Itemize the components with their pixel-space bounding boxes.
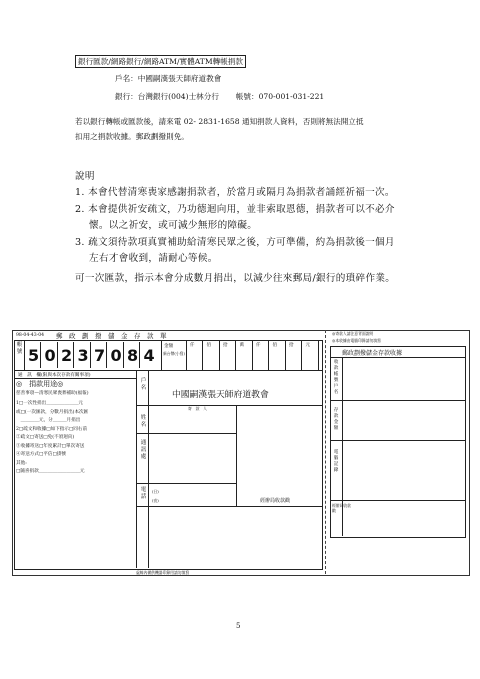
phone-night: (夜) — [152, 498, 159, 503]
donation-option: 2□疏文和收據□如下指示□同右前 — [16, 426, 88, 432]
donation-option: 或□(一次匯款，分數月捐出)本次匯 — [16, 409, 89, 415]
account-label: 帳號 — [16, 342, 23, 355]
bank-label: 銀行： — [115, 92, 138, 101]
explanation-item-2-line2: 懷。以之祈安，或可減少無形的障礙。 — [89, 220, 258, 231]
donation-option: □隨喜捐款＿＿＿＿＿＿＿＿＿元 — [16, 469, 85, 474]
name-label: 姓名 — [140, 415, 147, 428]
postal-deposit-form — [12, 330, 470, 576]
transfer-note-line2: 扣用之捐款收據。郵政劃撥則免。 — [75, 132, 189, 141]
amount-unit: 佰 — [272, 343, 278, 348]
donation-option: ＿＿＿＿元，分＿＿＿月捐出 — [16, 418, 81, 423]
account-no: 070-001-031-221 — [258, 92, 325, 101]
bank-row — [115, 91, 324, 102]
explanation-item-1: 1. 本會代替清寒喪家感謝捐款者，於當月或隔月為捐款者誦經祈福一次。 — [75, 187, 395, 198]
explanation-title: 說明 — [75, 171, 95, 182]
right-note-1: ◎寄款人請注意背面說明 — [332, 331, 374, 336]
communication-title: 通 訊 欄(限與本次存款有關事項) — [18, 373, 91, 378]
account-digit: 4 — [143, 346, 155, 365]
payment-method-title: 銀行匯款/網路銀行/網路ATM/實體ATM轉帳捐款 — [75, 55, 246, 68]
explanation-footer-note: 可一次匯款，指示本會分成數月捐出，以減少往來郵局/銀行的瑣碎作業。 — [75, 273, 396, 284]
receipt-amount-label: 存款金額 — [333, 408, 339, 431]
account-no-label: 帳號： — [235, 92, 259, 101]
amount-unit: 佰 — [206, 343, 212, 348]
amount-unit: 仟 — [190, 343, 195, 348]
account-digit: 0 — [44, 346, 56, 365]
account-digit: 0 — [110, 346, 122, 365]
donation-option: 1□一次性捐出＿＿＿＿＿＿＿元 — [16, 401, 83, 406]
amount-unit: 仟 — [256, 343, 261, 348]
account-digit: 5 — [28, 346, 40, 365]
amount-sub-label: 新台幣(小寫) — [163, 351, 185, 356]
donation-option: ④寄送方式□平信□掛號 — [16, 452, 67, 457]
donation-option: ③收據寄送□年度累計□單次寄送 — [16, 443, 85, 449]
explanation-item-3-line2: 左右才會收到，請耐心等候。 — [89, 253, 218, 264]
explanation-item-3-line1: 3. 疏文須待款項真實補助給清寒民眾之後，方可準備，約為捐款後一個月 — [75, 237, 395, 248]
phone-label: 電話 — [140, 487, 147, 500]
stamp-label: 經辦局收款戳 — [260, 498, 291, 504]
receipt-computer-label: 電腦記錄 — [333, 450, 339, 473]
amount-unit: 元 — [305, 343, 311, 348]
receipt-title: 郵政劃撥儲金存款收據 — [342, 350, 403, 357]
phone-day: (日) — [152, 489, 159, 494]
right-note-2: ◎本收據由電腦印錄請勿填寫 — [332, 338, 381, 343]
machine-note: 虛線內備供機器印錄用請勿填寫 — [136, 570, 190, 575]
account-name-label: 戶名： — [115, 74, 138, 83]
account-digit: 8 — [127, 346, 139, 365]
account-name-row — [115, 73, 221, 84]
account-digit: 2 — [61, 346, 73, 365]
amount-unit: 拾 — [289, 343, 294, 348]
donation-option: 其他: — [16, 460, 27, 466]
receipt-stamp-label: 經辦局收款戳 — [332, 503, 351, 513]
payee-name: 中國嗣漢張天師府道教會 — [172, 390, 269, 400]
address-label: 通訊處 — [140, 440, 147, 460]
transfer-note-line1: 若以銀行轉帳或匯款後，請來電 02- 2831-1658 通知捐款人資料，否則將無法開立抵 — [75, 117, 364, 126]
amount-label: 金額 — [164, 344, 174, 349]
amount-unit: 萬 — [239, 343, 245, 348]
form-code: 98-04-43-04 — [16, 333, 45, 338]
account-digit: 7 — [94, 346, 106, 365]
bank-name: 台灣銀行(004)士林分行 — [137, 92, 219, 101]
payee-label: 戶名 — [140, 378, 147, 391]
amount-unit: 拾 — [223, 343, 228, 348]
purpose-title: ◎ 捐款用途◎ — [16, 380, 64, 388]
explanation-item-2-line1: 2. 本會提供祈安疏文，乃功德迴向用，並非索取恩德，捐款者可以不必介 — [75, 204, 395, 215]
donation-option: ②疏文□寄送□免(不須迴向) — [16, 435, 75, 440]
account-name: 中國嗣漢張天師府道教會 — [137, 74, 222, 83]
depositor-header: 寄 款 人 — [188, 406, 207, 411]
account-digit: 3 — [77, 346, 89, 365]
form-title: 郵 政 劃 撥 儲 金 存 款 單 — [56, 332, 167, 340]
page-number: 5 — [236, 622, 241, 630]
purpose-line: 慈善事項—清寒民眾喪葬補助(福報) — [16, 391, 89, 396]
receipt-account-label: 收款帳號戶名 — [333, 360, 339, 395]
